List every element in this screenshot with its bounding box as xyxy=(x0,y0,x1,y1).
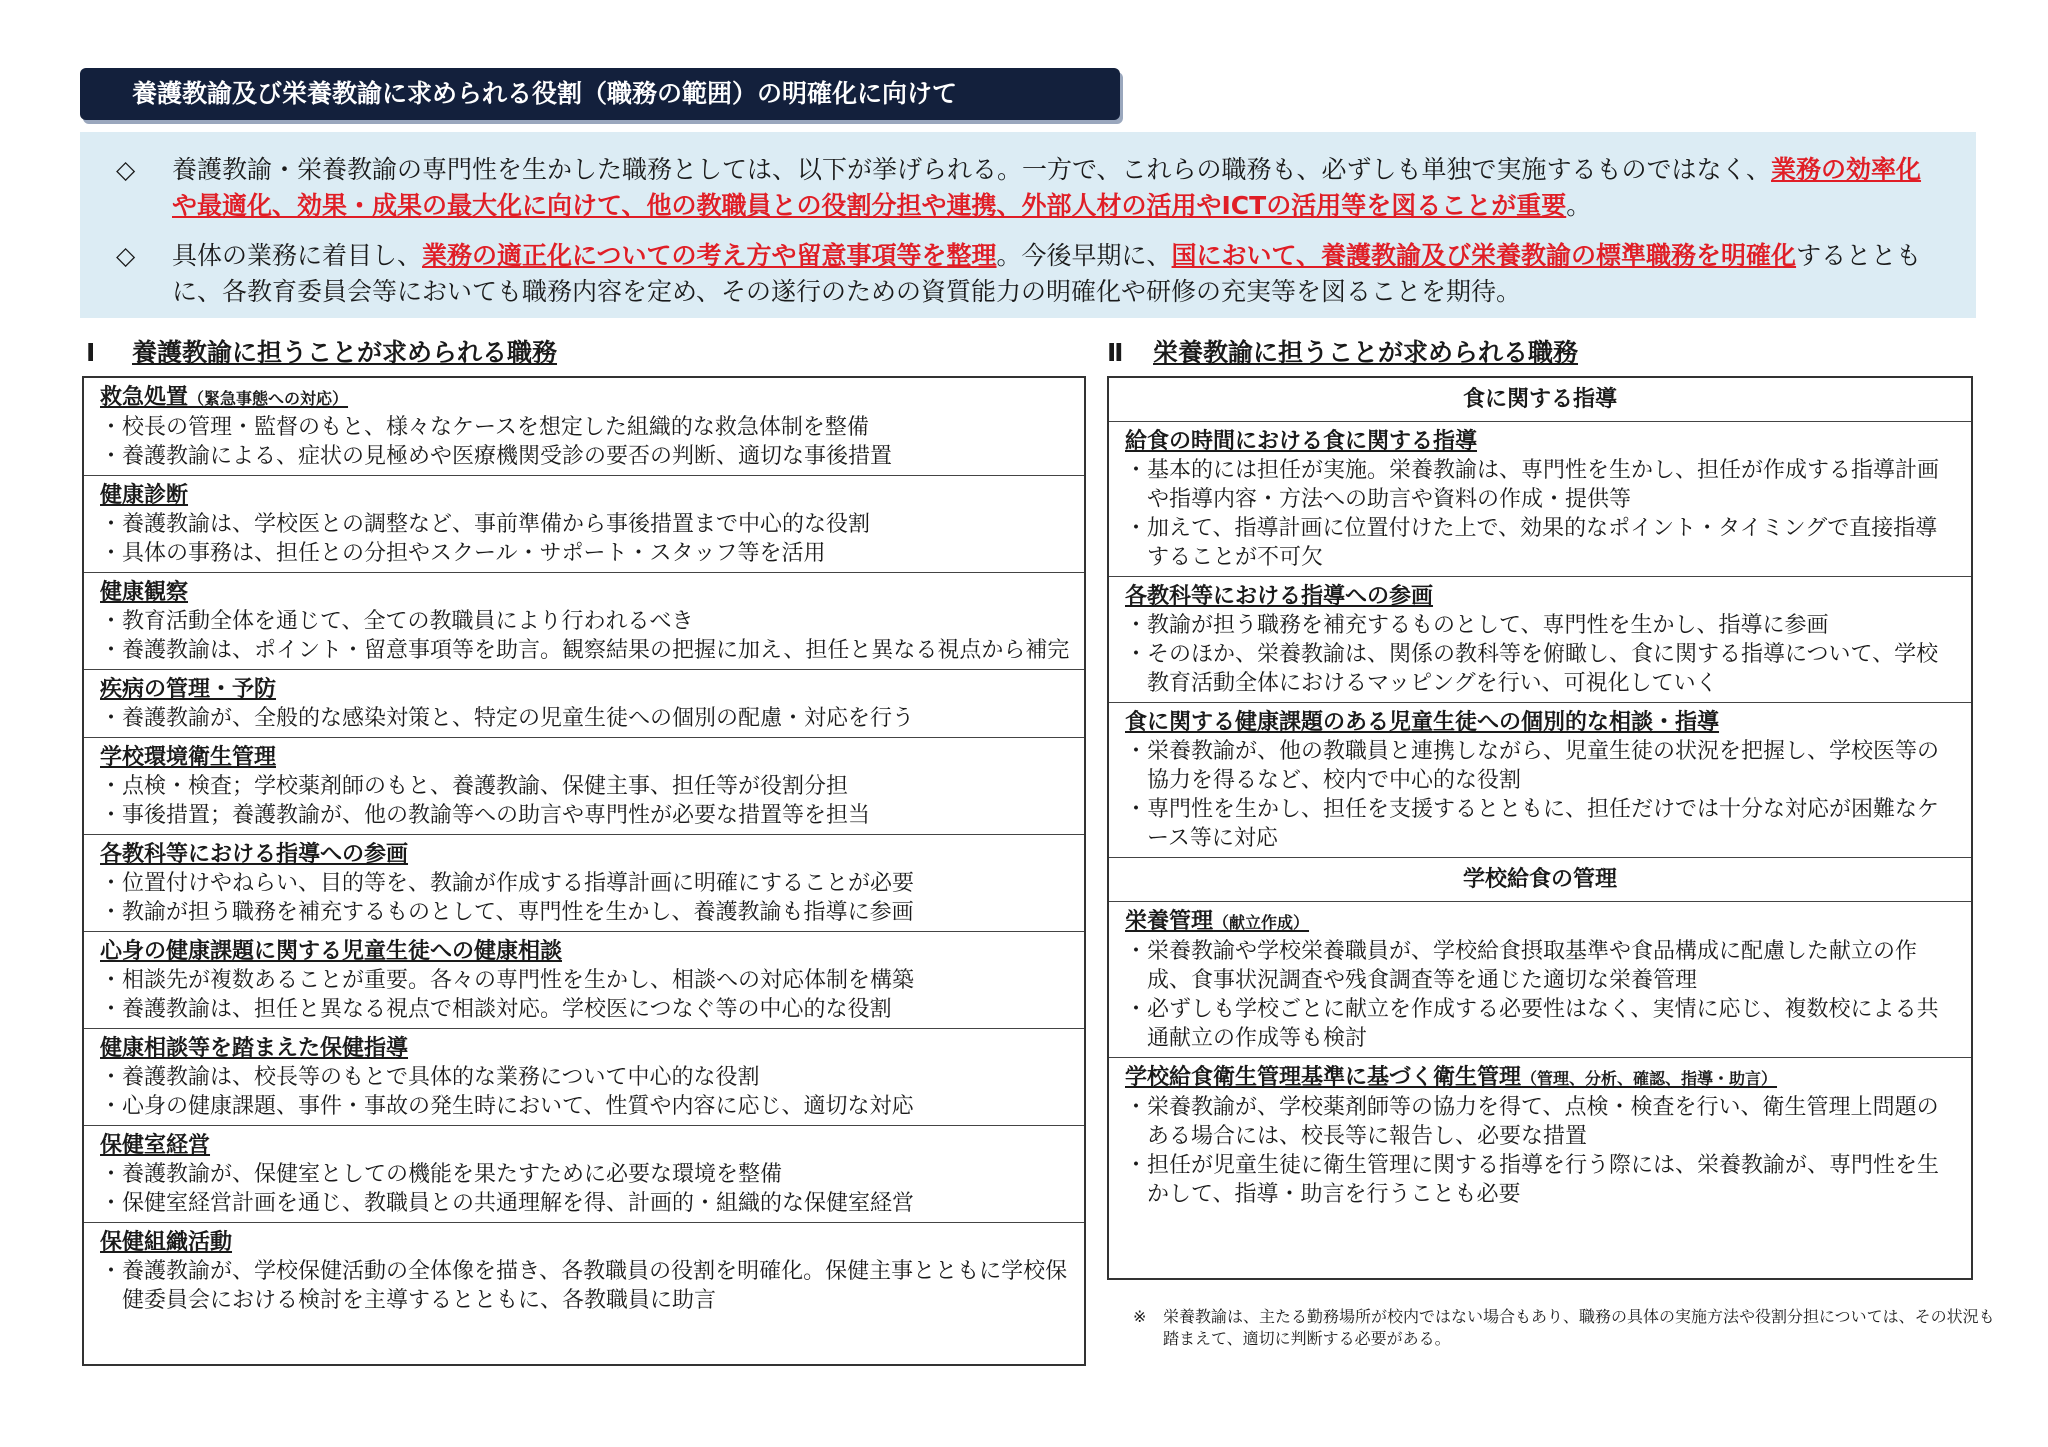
duty-bullet-text: 校長の管理・監督のもと、様々なケースを想定した組織的な救急体制を整備 xyxy=(122,415,869,440)
duty-title-note: （管理、分析、確認、指導・助言） xyxy=(1521,1069,1778,1088)
duty-bullet xyxy=(1125,1093,1959,1151)
duty-title-text: 健康診断 xyxy=(100,483,189,508)
category-header: 学校給食の管理 xyxy=(1109,858,1971,902)
intro-highlight: 業務の適正化についての考え方や留意事項等を整理 xyxy=(422,241,997,270)
intro-text: するとともに、各教育委員会等においても職務内容を定め、その遂行のための資質能力の明確化や研修の充実等を図ることを期待。 xyxy=(172,241,1922,306)
duty-bullet-text: 教諭が担う職務を補充するものとして、専門性を生かし、指導に参画 xyxy=(1147,613,1829,638)
duty-item xyxy=(84,378,1084,476)
duty-title-text: 栄養管理 xyxy=(1125,909,1214,934)
duty-title-text: 心身の健康課題に関する児童生徒への健康相談 xyxy=(100,939,563,964)
duty-bullet xyxy=(1125,795,1959,853)
duty-bullet-text: 養護教諭による、症状の見極めや医療機関受診の要否の判断、適切な事後措置 xyxy=(122,444,893,469)
duty-bullet-text: 相談先が複数あることが重要。各々の専門性を生かし、相談への対応体制を構築 xyxy=(122,968,915,993)
duty-bullet xyxy=(1125,995,1959,1053)
intro-text: 。今後早期に、 xyxy=(996,241,1172,270)
eiyo-duties-table xyxy=(1107,376,1973,1280)
bullet-dot: ・ xyxy=(1125,739,1148,764)
yogo-duties-table xyxy=(82,376,1086,1366)
bullet-dot: ・ xyxy=(1125,939,1148,964)
intro-paragraph-1 xyxy=(116,152,1936,224)
duty-title xyxy=(100,938,1072,966)
duty-title-text: 保健組織活動 xyxy=(100,1230,233,1255)
bullet-dot: ・ xyxy=(1125,1095,1148,1120)
duty-title-text: 健康相談等を踏まえた保健指導 xyxy=(100,1036,409,1061)
intro-highlight: 国において、養護教諭及び栄養教諭の標準職務を明確化 xyxy=(1171,241,1797,270)
duty-bullet-text: 具体の事務は、担任との分担やスクール・サポート・スタッフ等を活用 xyxy=(122,541,826,566)
duty-bullet-text: 教諭が担う職務を補充するものとして、専門性を生かし、養護教諭も指導に参画 xyxy=(122,900,914,925)
duty-title xyxy=(100,1035,1072,1063)
bullet-dot: ・ xyxy=(100,774,123,799)
duty-item xyxy=(1109,703,1971,858)
duty-title xyxy=(1125,908,1959,937)
duty-bullet-text: 保健室経営計画を通じ、教職員との共通理解を得、計画的・組織的な保健室経営 xyxy=(122,1191,915,1216)
bullet-dot: ・ xyxy=(100,1162,123,1187)
duty-title xyxy=(100,1132,1072,1160)
category-header: 食に関する指導 xyxy=(1109,378,1971,422)
duty-bullet xyxy=(100,413,1072,442)
duty-bullet-text: 養護教諭は、学校医との調整など、事前準備から事後措置まで中心的な役割 xyxy=(122,512,871,537)
duty-title xyxy=(100,744,1072,772)
diamond-icon: ◇ xyxy=(116,241,136,270)
duty-title xyxy=(100,841,1072,869)
duty-item xyxy=(84,738,1084,835)
section-number: Ⅱ xyxy=(1107,338,1124,367)
duty-title xyxy=(100,384,1072,413)
duty-item xyxy=(84,670,1084,738)
duty-bullet-text: 栄養教諭や学校栄養職員が、学校給食摂取基準や食品構成に配慮した献立の作成、食事状況調査や残食調査等を通じた適切な栄養管理 xyxy=(1147,939,1918,993)
duty-item xyxy=(84,932,1084,1029)
note-mark: ※ xyxy=(1133,1307,1147,1326)
duty-item xyxy=(84,476,1084,573)
bullet-dot: ・ xyxy=(1125,642,1148,667)
section-number: Ⅰ xyxy=(86,338,96,367)
intro-box xyxy=(80,132,1976,318)
note-text: 栄養教諭は、主たる勤務場所が校内ではない場合もあり、職務の具体の実施方法や役割分担については、その状況も踏まえて、適切に判断する必要がある。 xyxy=(1163,1307,1995,1348)
duty-item xyxy=(1109,902,1971,1058)
duty-bullet-text: 専門性を生かし、担任を支援するとともに、担任だけでは十分な対応が困難なケース等に対応 xyxy=(1147,797,1940,851)
duty-bullet xyxy=(1125,640,1959,698)
duty-bullet xyxy=(100,636,1072,665)
duty-item xyxy=(84,1223,1084,1319)
bullet-dot: ・ xyxy=(100,1094,123,1119)
duty-item xyxy=(84,835,1084,932)
intro-highlight: 業務の効率化や最適化、効果・成果の最大化に向けて、他の教職員との役割分担や連携、外部人材の活用やICTの活用等を図ることが重要 xyxy=(172,155,1922,220)
duty-title-text: 給食の時間における食に関する指導 xyxy=(1125,429,1478,454)
bullet-dot: ・ xyxy=(100,415,123,440)
bullet-dot: ・ xyxy=(100,609,123,634)
duty-bullet xyxy=(100,607,1072,636)
intro-text: 具体の業務に着目し、 xyxy=(172,241,423,270)
bullet-dot: ・ xyxy=(1125,1153,1148,1178)
duty-title xyxy=(1125,583,1959,611)
duty-bullet xyxy=(100,1063,1072,1092)
duty-title-text: 保健室経営 xyxy=(100,1133,211,1158)
duty-bullet-text: 養護教諭は、ポイント・留意事項等を助言。観察結果の把握に加え、担任と異なる視点から補完 xyxy=(122,638,1070,663)
duty-bullet xyxy=(100,1257,1072,1315)
bullet-dot: ・ xyxy=(100,803,123,828)
duty-title xyxy=(100,482,1072,510)
duty-bullet-text: 養護教諭が、保健室としての機能を果たすために必要な環境を整備 xyxy=(122,1162,783,1187)
duty-bullet-text: 養護教諭は、校長等のもとで具体的な業務について中心的な役割 xyxy=(122,1065,760,1090)
duty-bullet-text: 養護教諭は、担任と異なる視点で相談対応。学校医につなぐ等の中心的な役割 xyxy=(122,997,892,1022)
duty-bullet-text: 加えて、指導計画に位置付けた上で、効果的なポイント・タイミングで直接指導することが不可欠 xyxy=(1147,516,1938,570)
intro-text: 。 xyxy=(1566,191,1592,220)
duty-title-text: 健康観察 xyxy=(100,580,189,605)
duty-title xyxy=(100,1229,1072,1257)
duty-title xyxy=(100,579,1072,607)
duty-bullet xyxy=(100,869,1072,898)
duty-bullet xyxy=(100,442,1072,471)
bullet-dot: ・ xyxy=(100,871,123,896)
duty-title-note: （緊急事態への対応） xyxy=(188,389,349,408)
duty-item xyxy=(84,1126,1084,1223)
bullet-dot: ・ xyxy=(100,968,123,993)
footnote xyxy=(1133,1306,2003,1350)
duty-bullet-text: 心身の健康課題、事件・事故の発生時において、性質や内容に応じ、適切な対応 xyxy=(122,1094,914,1119)
duty-bullet-text: そのほか、栄養教諭は、関係の教科等を俯瞰し、食に関する指導について、学校教育活動全体におけるマッピングを行い、可視化していく xyxy=(1147,642,1939,696)
bullet-dot: ・ xyxy=(100,997,123,1022)
bullet-dot: ・ xyxy=(100,1191,123,1216)
bullet-dot: ・ xyxy=(100,444,123,469)
duty-bullet xyxy=(1125,737,1959,795)
duty-bullet xyxy=(100,1189,1072,1218)
section-heading-eiyo xyxy=(1107,333,1578,369)
bullet-dot: ・ xyxy=(100,541,123,566)
duty-title-text: 各教科等における指導への参画 xyxy=(100,842,409,867)
duty-bullet-text: 担任が児童生徒に衛生管理に関する指導を行う際には、栄養教諭が、専門性を生かして、指導・助言を行うことも必要 xyxy=(1147,1153,1940,1207)
duty-bullet xyxy=(100,510,1072,539)
duty-bullet-text: 養護教諭が、学校保健活動の全体像を描き、各教職員の役割を明確化。保健主事とともに学校保健委員会における検討を主導するとともに、各教職員に助言 xyxy=(122,1259,1068,1313)
duty-bullet xyxy=(1125,937,1959,995)
diamond-icon: ◇ xyxy=(116,155,136,184)
section-title: 養護教諭に担うことが求められる職務 xyxy=(132,338,558,367)
duty-bullet-text: 必ずしも学校ごとに献立を作成する必要性はなく、実情に応じ、複数校による共通献立の作成等も検討 xyxy=(1147,997,1939,1051)
duty-title xyxy=(1125,709,1959,737)
duty-bullet-text: 養護教諭が、全般的な感染対策と、特定の児童生徒への個別の配慮・対応を行う xyxy=(122,706,915,731)
duty-bullet xyxy=(100,898,1072,927)
duty-title-text: 学校環境衛生管理 xyxy=(100,745,277,770)
duty-bullet-text: 位置付けやねらい、目的等を、教諭が作成する指導計画に明確にすることが必要 xyxy=(122,871,915,896)
duty-title-note: （献立作成） xyxy=(1213,913,1310,932)
duty-bullet-text: 事後措置；養護教諭が、他の教諭等への助言や専門性が必要な措置等を担当 xyxy=(122,803,871,828)
duty-bullet xyxy=(100,539,1072,568)
duty-title-text: 各教科等における指導への参画 xyxy=(1125,584,1434,609)
bullet-dot: ・ xyxy=(1125,516,1148,541)
bullet-dot: ・ xyxy=(1125,613,1148,638)
bullet-dot: ・ xyxy=(100,1065,123,1090)
section-title: 栄養教諭に担うことが求められる職務 xyxy=(1153,338,1579,367)
duty-item xyxy=(1109,1058,1971,1213)
bullet-dot: ・ xyxy=(100,900,123,925)
duty-bullet xyxy=(100,995,1072,1024)
duty-item xyxy=(1109,577,1971,703)
duty-bullet xyxy=(1125,1151,1959,1209)
duty-bullet xyxy=(1125,611,1959,640)
duty-title xyxy=(1125,428,1959,456)
section-heading-yogo xyxy=(86,333,557,369)
duty-bullet-text: 基本的には担任が実施。栄養教諭は、専門性を生かし、担任が作成する指導計画や指導内容・方法への助言や資料の作成・提供等 xyxy=(1147,458,1940,512)
bullet-dot: ・ xyxy=(100,512,123,537)
bullet-dot: ・ xyxy=(100,638,123,663)
duty-bullet-text: 点検・検査；学校薬剤師のもと、養護教諭、保健主事、担任等が役割分担 xyxy=(122,774,849,799)
intro-text: 養護教諭・栄養教諭の専門性を生かした職務としては、以下が挙げられる。一方で、これらの職務も、必ずしも単独で実施するものではなく、 xyxy=(172,155,1772,184)
duty-item xyxy=(84,573,1084,670)
duty-title-text: 学校給食衛生管理基準に基づく衛生管理 xyxy=(1125,1065,1522,1090)
duty-bullet xyxy=(100,1160,1072,1189)
duty-title xyxy=(100,676,1072,704)
bullet-dot: ・ xyxy=(100,1259,123,1284)
intro-paragraph-2 xyxy=(116,238,1936,310)
bullet-dot: ・ xyxy=(1125,458,1148,483)
duty-title-text: 食に関する健康課題のある児童生徒への個別的な相談・指導 xyxy=(1125,710,1720,735)
bullet-dot: ・ xyxy=(1125,797,1148,822)
duty-title-text: 救急処置 xyxy=(100,385,189,410)
duty-bullet xyxy=(1125,456,1959,514)
duty-item xyxy=(84,1029,1084,1126)
duty-bullet-text: 栄養教諭が、他の教職員と連携しながら、児童生徒の状況を把握し、学校医等の協力を得るなど、校内で中心的な役割 xyxy=(1147,739,1940,793)
duty-bullet xyxy=(100,704,1072,733)
duty-bullet xyxy=(100,966,1072,995)
duty-title-text: 疾病の管理・予防 xyxy=(100,677,277,702)
duty-bullet-text: 栄養教諭が、学校薬剤師等の協力を得て、点検・検査を行い、衛生管理上問題のある場合には、校長等に報告し、必要な措置 xyxy=(1147,1095,1939,1149)
duty-bullet xyxy=(100,801,1072,830)
duty-bullet xyxy=(1125,514,1959,572)
duty-item xyxy=(1109,422,1971,577)
duty-bullet xyxy=(100,772,1072,801)
page-title: 養護教諭及び栄養教諭に求められる役割（職務の範囲）の明確化に向けて xyxy=(80,68,1120,120)
duty-title xyxy=(1125,1064,1959,1093)
bullet-dot: ・ xyxy=(1125,997,1148,1022)
bullet-dot: ・ xyxy=(100,706,123,731)
duty-bullet xyxy=(100,1092,1072,1121)
duty-bullet-text: 教育活動全体を通じて、全ての教職員により行われるべき xyxy=(122,609,694,634)
